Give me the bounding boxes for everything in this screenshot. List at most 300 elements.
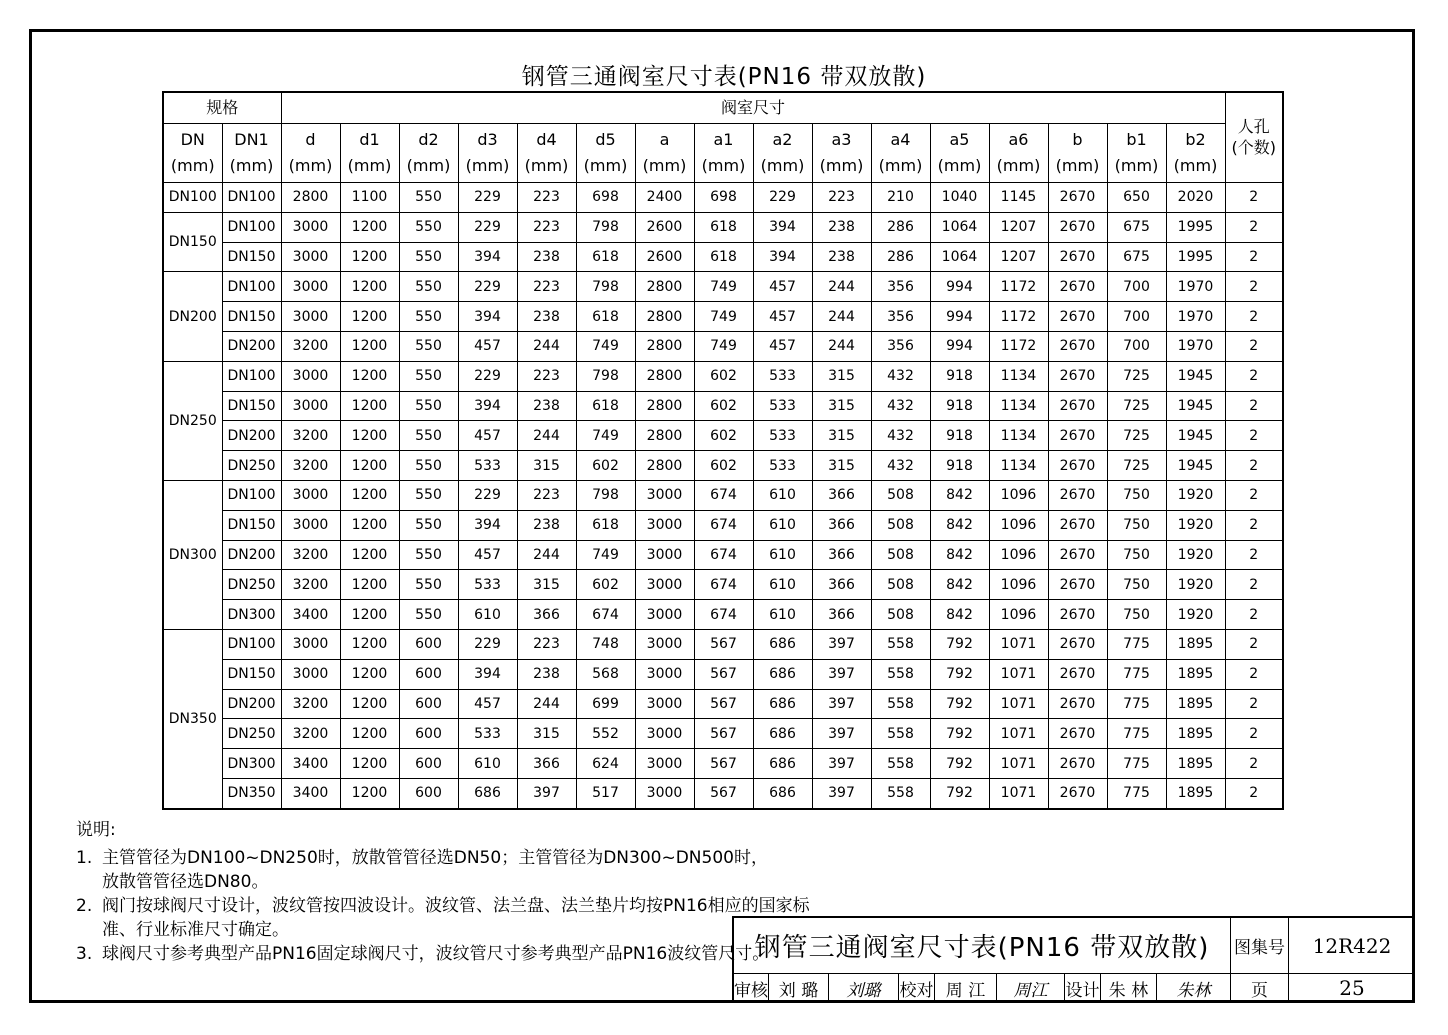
table-cell: 1172 — [989, 331, 1048, 361]
column-unit: (mm) — [1055, 156, 1100, 175]
table-cell: 1064 — [930, 212, 989, 242]
table-cell: 229 — [458, 629, 517, 659]
column-name: d5 — [595, 130, 616, 150]
column-unit: (mm) — [878, 156, 923, 175]
table-cell: 366 — [812, 540, 871, 570]
table-cell: 238 — [812, 242, 871, 272]
table-cell: 618 — [576, 242, 635, 272]
table-cell: 2670 — [1048, 302, 1107, 332]
table-cell: 792 — [930, 689, 989, 719]
table-cell: 650 — [1107, 183, 1166, 213]
table-cell: 558 — [871, 749, 930, 779]
table-cell: 1200 — [340, 302, 399, 332]
table-cell: 1071 — [989, 629, 1048, 659]
table-cell: 558 — [871, 659, 930, 689]
table-cell: 2 — [1225, 749, 1283, 779]
table-cell: 394 — [458, 391, 517, 421]
table-cell: 1920 — [1166, 480, 1225, 510]
table-cell: 2 — [1225, 183, 1283, 213]
table-cell: 517 — [576, 778, 635, 808]
manhole-header — [1225, 92, 1283, 183]
table-cell: 2020 — [1166, 183, 1225, 213]
table-row — [163, 331, 1283, 361]
table-row — [163, 629, 1283, 659]
table-cell: 550 — [399, 242, 458, 272]
table-cell: 315 — [517, 570, 576, 600]
table-cell: 1096 — [989, 540, 1048, 570]
table-cell: 533 — [458, 570, 517, 600]
table-cell: 550 — [399, 391, 458, 421]
column-unit: (mm) — [465, 156, 510, 175]
manhole-header-line: 人孔 — [1237, 116, 1270, 136]
table-cell: 394 — [753, 242, 812, 272]
table-cell: 394 — [458, 659, 517, 689]
table-cell: 602 — [694, 451, 753, 481]
table-cell: 432 — [871, 361, 930, 391]
table-cell: 2670 — [1048, 391, 1107, 421]
table-cell: 1895 — [1166, 659, 1225, 689]
table-cell: 1096 — [989, 570, 1048, 600]
table-cell: 1200 — [340, 778, 399, 808]
table-cell: 558 — [871, 778, 930, 808]
table-cell: 3000 — [281, 272, 340, 302]
table-cell: 366 — [812, 570, 871, 600]
table-cell: 750 — [1107, 540, 1166, 570]
table-cell: 508 — [871, 540, 930, 570]
table-cell: 397 — [517, 778, 576, 808]
designer-signature: 朱林 — [1156, 973, 1230, 1003]
table-row — [163, 272, 1283, 302]
column-name: a2 — [772, 130, 793, 150]
table-cell: 602 — [694, 361, 753, 391]
table-cell: 550 — [399, 510, 458, 540]
table-cell: 286 — [871, 242, 930, 272]
table-cell: 397 — [812, 689, 871, 719]
table-cell: 223 — [517, 212, 576, 242]
table-cell: 3000 — [635, 689, 694, 719]
table-row — [163, 600, 1283, 630]
table-cell: 2 — [1225, 600, 1283, 630]
table-cell: 2800 — [635, 361, 694, 391]
table-cell: 229 — [753, 183, 812, 213]
table-cell: 1945 — [1166, 361, 1225, 391]
table-cell: DN350 — [222, 778, 281, 808]
table-cell: 2670 — [1048, 600, 1107, 630]
table-cell: 792 — [930, 719, 989, 749]
table-cell: 994 — [930, 331, 989, 361]
table-cell: 315 — [812, 361, 871, 391]
table-cell: 1970 — [1166, 302, 1225, 332]
table-cell: 244 — [812, 272, 871, 302]
table-cell: 618 — [576, 510, 635, 540]
table-cell: 1200 — [340, 272, 399, 302]
table-cell: 749 — [694, 331, 753, 361]
column-name: a3 — [831, 130, 852, 150]
column-header — [635, 124, 694, 183]
dimension-table — [162, 91, 1284, 810]
table-cell: 2670 — [1048, 778, 1107, 808]
column-header — [163, 124, 222, 183]
table-cell: 1172 — [989, 272, 1048, 302]
table-cell: 2 — [1225, 421, 1283, 451]
table-cell: 457 — [458, 421, 517, 451]
table-cell: 2 — [1225, 540, 1283, 570]
table-cell: 792 — [930, 659, 989, 689]
table-cell: 533 — [753, 391, 812, 421]
table-cell: 775 — [1107, 629, 1166, 659]
table-cell: 1200 — [340, 451, 399, 481]
table-cell: 457 — [753, 272, 812, 302]
note-number: 3. — [76, 944, 93, 964]
table-cell: 749 — [694, 272, 753, 302]
table-cell: 1134 — [989, 421, 1048, 451]
table-cell: 2600 — [635, 242, 694, 272]
table-cell: 842 — [930, 570, 989, 600]
table-cell: 1200 — [340, 689, 399, 719]
table-cell: 315 — [812, 451, 871, 481]
table-cell: 3000 — [281, 659, 340, 689]
table-cell: 798 — [576, 480, 635, 510]
table-cell: 315 — [812, 391, 871, 421]
table-cell: 244 — [812, 302, 871, 332]
table-cell: 366 — [812, 510, 871, 540]
table-cell: 792 — [930, 749, 989, 779]
table-cell: DN250 — [222, 451, 281, 481]
table-row — [163, 570, 1283, 600]
table-cell: 798 — [576, 361, 635, 391]
table-cell: 750 — [1107, 570, 1166, 600]
table-cell: 2670 — [1048, 570, 1107, 600]
table-cell: 600 — [399, 719, 458, 749]
dn-group-cell: DN300 — [163, 480, 222, 629]
table-cell: 3000 — [281, 480, 340, 510]
table-cell: 3000 — [635, 570, 694, 600]
column-unit: (mm) — [1173, 156, 1218, 175]
table-cell: 700 — [1107, 331, 1166, 361]
table-cell: 2 — [1225, 719, 1283, 749]
table-cell: 2670 — [1048, 451, 1107, 481]
table-cell: 775 — [1107, 689, 1166, 719]
table-cell: 600 — [399, 689, 458, 719]
table-cell: 223 — [517, 361, 576, 391]
table-cell: 397 — [812, 749, 871, 779]
column-header — [1107, 124, 1166, 183]
table-cell: 229 — [458, 183, 517, 213]
table-cell: 686 — [753, 689, 812, 719]
table-cell: 1200 — [340, 510, 399, 540]
table-cell: 223 — [517, 272, 576, 302]
column-unit: (mm) — [347, 156, 392, 175]
table-cell: 394 — [458, 242, 517, 272]
table-cell: 1945 — [1166, 421, 1225, 451]
table-cell: 238 — [517, 510, 576, 540]
table-cell: 775 — [1107, 719, 1166, 749]
column-header — [340, 124, 399, 183]
column-unit: (mm) — [996, 156, 1041, 175]
checker-name: 周 江 — [934, 973, 996, 1003]
table-cell: 686 — [753, 778, 812, 808]
column-name: d2 — [418, 130, 439, 150]
table-cell: 775 — [1107, 778, 1166, 808]
table-cell: 3000 — [635, 480, 694, 510]
note-line: 阀门按球阀尺寸设计，波纹管按四波设计。波纹管、法兰盘、法兰垫片均按PN16相应的国家标 — [102, 896, 810, 916]
table-cell: 2 — [1225, 451, 1283, 481]
column-name: a1 — [713, 130, 734, 150]
table-cell: 994 — [930, 272, 989, 302]
table-row — [163, 302, 1283, 332]
column-name: d4 — [536, 130, 557, 150]
atlas-number: 12R422 — [1288, 916, 1415, 973]
page-number: 25 — [1288, 973, 1415, 1003]
dn-group-cell: DN200 — [163, 272, 222, 361]
column-unit: (mm) — [701, 156, 746, 175]
table-cell: 610 — [753, 540, 812, 570]
table-cell: 1071 — [989, 689, 1048, 719]
table-cell: 798 — [576, 272, 635, 302]
table-cell: 842 — [930, 600, 989, 630]
table-cell: 1200 — [340, 331, 399, 361]
dn-group-cell: DN150 — [163, 212, 222, 272]
table-cell: 3400 — [281, 778, 340, 808]
table-row — [163, 778, 1283, 808]
table-cell: 397 — [812, 778, 871, 808]
table-cell: 1134 — [989, 451, 1048, 481]
table-cell: 533 — [753, 421, 812, 451]
note-line: 放散管管径选DN80。 — [102, 872, 269, 892]
table-cell: 550 — [399, 451, 458, 481]
table-row — [163, 242, 1283, 272]
table-cell: 394 — [458, 302, 517, 332]
column-header — [1166, 124, 1225, 183]
column-name: a6 — [1008, 130, 1029, 150]
table-row — [163, 212, 1283, 242]
table-cell: 3000 — [635, 510, 694, 540]
titleblock-title: 钢管三通阀室尺寸表(PN16 带双放散) — [732, 916, 1230, 973]
reviewer-signature: 刘璐 — [828, 973, 898, 1003]
table-cell: 558 — [871, 629, 930, 659]
valve-room-header: 阀室尺寸 — [281, 92, 1225, 124]
table-cell: 1895 — [1166, 719, 1225, 749]
table-cell: 918 — [930, 361, 989, 391]
table-cell: 3000 — [281, 242, 340, 272]
table-cell: 558 — [871, 689, 930, 719]
table-cell: 1200 — [340, 361, 399, 391]
table-cell: 775 — [1107, 659, 1166, 689]
note-line: 球阀尺寸参考典型产品PN16固定球阀尺寸，波纹管尺寸参考典型产品PN16波纹管尺寸。 — [102, 944, 770, 964]
table-cell: 2 — [1225, 689, 1283, 719]
table-cell: 457 — [753, 302, 812, 332]
table-cell: DN150 — [222, 510, 281, 540]
page-label: 页 — [1230, 973, 1288, 1003]
column-unit: (mm) — [937, 156, 982, 175]
table-cell: 674 — [694, 480, 753, 510]
table-cell: 842 — [930, 480, 989, 510]
check-label: 校对 — [898, 973, 934, 1003]
dn-group-cell: DN350 — [163, 629, 222, 808]
designer-name: 朱 林 — [1100, 973, 1156, 1003]
table-cell: 2670 — [1048, 510, 1107, 540]
table-cell: DN300 — [222, 600, 281, 630]
table-cell: 686 — [458, 778, 517, 808]
table-cell: 3000 — [635, 600, 694, 630]
table-cell: 432 — [871, 451, 930, 481]
table-cell: 3000 — [281, 510, 340, 540]
table-cell: 700 — [1107, 302, 1166, 332]
table-cell: 394 — [458, 510, 517, 540]
table-cell: 1200 — [340, 242, 399, 272]
table-row — [163, 480, 1283, 510]
table-cell: 725 — [1107, 451, 1166, 481]
table-cell: 1040 — [930, 183, 989, 213]
table-cell: 508 — [871, 600, 930, 630]
table-cell: 238 — [812, 212, 871, 242]
table-cell: 238 — [517, 659, 576, 689]
table-cell: 550 — [399, 570, 458, 600]
table-cell: 602 — [576, 570, 635, 600]
table-row — [163, 183, 1283, 213]
table-cell: 394 — [753, 212, 812, 242]
table-cell: 567 — [694, 719, 753, 749]
table-cell: 674 — [576, 600, 635, 630]
column-header — [1048, 124, 1107, 183]
table-cell: 918 — [930, 451, 989, 481]
table-cell: 2800 — [635, 421, 694, 451]
column-header — [222, 124, 281, 183]
table-cell: 2670 — [1048, 242, 1107, 272]
table-cell: 1995 — [1166, 242, 1225, 272]
table-cell: DN150 — [222, 391, 281, 421]
table-cell: 1100 — [340, 183, 399, 213]
table-cell: 397 — [812, 629, 871, 659]
column-header — [576, 124, 635, 183]
column-name: b2 — [1185, 130, 1206, 150]
table-cell: 624 — [576, 749, 635, 779]
table-cell: 2600 — [635, 212, 694, 242]
table-cell: 675 — [1107, 212, 1166, 242]
table-cell: 602 — [694, 421, 753, 451]
table-cell: 1172 — [989, 302, 1048, 332]
table-cell: 1071 — [989, 659, 1048, 689]
table-cell: 244 — [517, 331, 576, 361]
table-cell: 356 — [871, 272, 930, 302]
column-name: a4 — [890, 130, 911, 150]
column-unit: (mm) — [524, 156, 569, 175]
column-header — [281, 124, 340, 183]
header-row — [163, 92, 1283, 124]
table-cell: 1096 — [989, 600, 1048, 630]
column-header — [871, 124, 930, 183]
table-cell: 2670 — [1048, 540, 1107, 570]
table-cell: DN300 — [222, 749, 281, 779]
table-cell: 1970 — [1166, 331, 1225, 361]
table-cell: 432 — [871, 391, 930, 421]
table-cell: 2800 — [635, 391, 694, 421]
table-cell: 2800 — [635, 272, 694, 302]
table-cell: 533 — [753, 361, 812, 391]
checker-signature: 周江 — [996, 973, 1064, 1003]
table-cell: 223 — [517, 183, 576, 213]
table-cell: 700 — [1107, 272, 1166, 302]
table-cell: 749 — [694, 302, 753, 332]
note-number: 1. — [76, 848, 93, 868]
table-cell: 567 — [694, 749, 753, 779]
table-cell: 457 — [458, 331, 517, 361]
table-cell: 775 — [1107, 749, 1166, 779]
table-cell: 2 — [1225, 212, 1283, 242]
table-cell: 238 — [517, 302, 576, 332]
table-cell: 1200 — [340, 540, 399, 570]
column-unit: (mm) — [583, 156, 628, 175]
table-cell: 1895 — [1166, 629, 1225, 659]
table-cell: 602 — [576, 451, 635, 481]
table-cell: 1895 — [1166, 749, 1225, 779]
table-cell: 2800 — [635, 302, 694, 332]
table-cell: 749 — [576, 421, 635, 451]
table-row — [163, 451, 1283, 481]
table-cell: 618 — [576, 302, 635, 332]
table-cell: 550 — [399, 540, 458, 570]
table-cell: 457 — [458, 689, 517, 719]
table-row — [163, 540, 1283, 570]
table-cell: DN100 — [222, 212, 281, 242]
column-unit: (mm) — [1114, 156, 1159, 175]
table-cell: 229 — [458, 272, 517, 302]
table-cell: 432 — [871, 421, 930, 451]
table-cell: DN150 — [222, 659, 281, 689]
column-name: DN — [180, 130, 205, 150]
table-cell: 675 — [1107, 242, 1166, 272]
table-cell: 2670 — [1048, 689, 1107, 719]
table-cell: DN200 — [222, 331, 281, 361]
column-unit: (mm) — [229, 156, 274, 175]
table-cell: 3200 — [281, 719, 340, 749]
table-cell: 1145 — [989, 183, 1048, 213]
table-cell: DN100 — [222, 480, 281, 510]
table-cell: 2 — [1225, 361, 1283, 391]
table-cell: 229 — [458, 480, 517, 510]
notes — [76, 818, 810, 966]
table-cell: 366 — [517, 600, 576, 630]
table-cell: 674 — [694, 540, 753, 570]
column-name: b1 — [1126, 130, 1147, 150]
table-cell: 725 — [1107, 361, 1166, 391]
column-name: DN1 — [234, 130, 269, 150]
table-cell: 2670 — [1048, 272, 1107, 302]
column-header — [458, 124, 517, 183]
table-cell: 1920 — [1166, 570, 1225, 600]
table-cell: 1207 — [989, 212, 1048, 242]
column-unit: (mm) — [760, 156, 805, 175]
table-cell: 686 — [753, 659, 812, 689]
table-cell: 1895 — [1166, 689, 1225, 719]
table-cell: 457 — [458, 540, 517, 570]
table-cell: 567 — [694, 659, 753, 689]
table-cell: 238 — [517, 391, 576, 421]
column-name: a5 — [949, 130, 970, 150]
table-cell: 3000 — [635, 778, 694, 808]
table-cell: 3200 — [281, 421, 340, 451]
table-cell: 366 — [517, 749, 576, 779]
table-cell: 223 — [517, 480, 576, 510]
table-cell: 2 — [1225, 629, 1283, 659]
table-cell: DN200 — [222, 421, 281, 451]
table-cell: 3400 — [281, 600, 340, 630]
table-cell: 1895 — [1166, 778, 1225, 808]
table-cell: 2670 — [1048, 749, 1107, 779]
table-cell: 698 — [576, 183, 635, 213]
note-item — [76, 846, 810, 894]
table-cell: 1970 — [1166, 272, 1225, 302]
